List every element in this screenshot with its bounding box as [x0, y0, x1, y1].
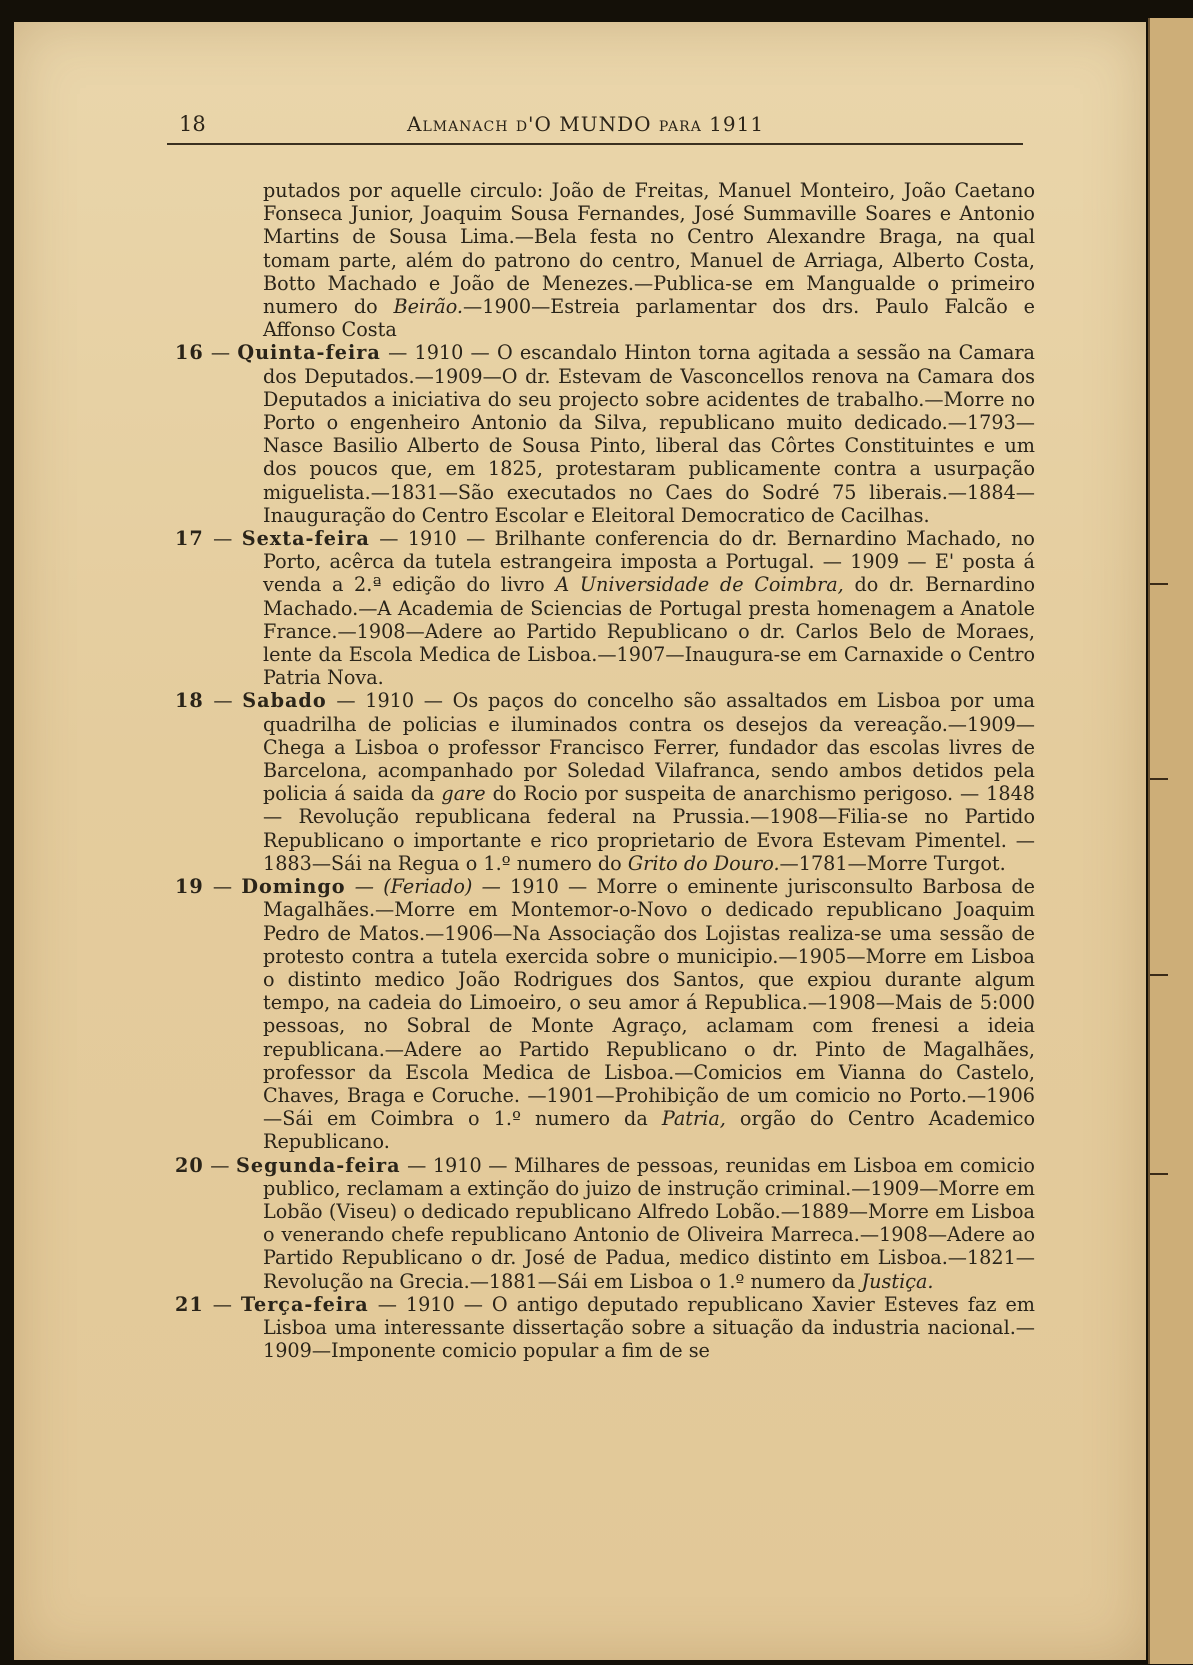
entry-text: orgão do Centro Academico Republicano.	[263, 1107, 1035, 1154]
intro-italic: Beirão.	[393, 295, 464, 319]
day-entry-19: 19 — Domingo — (Feriado) — 1910 — Morre o eminente jurisconsulto Barbosa de Magalhães.—Morre em Montemor-o-Novo o dedicado republicano Joaquim Pedro de Matos.—1906—Na Associação dos Lojistas realiza-se uma sessão de protesto contra a tutela exercida sobre o municipio.—1905—Morre em Lisboa o distinto medico João Rodrigues dos Santos, que expiou durante algum tempo, na cadeia do Limoeiro, o seu amor á Republica.—1908—Mais de 5:000 pessoas, no Sobral de Monte Agraço, aclamam com frenesi a ideia republicana.—Adere ao Partido Republicano o dr. Pinto de Magalhães, professor da Escola Medica de Lisboa.—Comicios em Vianna do Castelo, Chaves, Braga e Coruche. —1901—Prohibição de um comicio no Porto.—1906—Sái em Coimbra o 1.º numero da Patria, orgão do Centro Academico Republicano.	[175, 875, 1036, 1154]
intro-text: —1900—Estreia parlamentar dos drs. Paulo Falcão e Affonso Costa	[263, 295, 1035, 342]
edge-mark	[1150, 778, 1168, 780]
day-entry-16: 16 — Quinta-feira — 1910 — O escandalo Hinton torna agitada a sessão na Camara dos Deputados.—1909—O dr. Estevam de Vasconcellos renova na Camara dos Deputados a iniciativa do seu projecto sobre acidentes de trabalho.—Morre no Porto o engenheiro Antonio da Silva, republicano muito dedicado.—1793—Nasce Basilio Alberto de Sousa Pinto, liberal das Côrtes Constituintes e um dos poucos que, em 1825, protestaram publicamente contra a usurpação miguelista.—1831—São executados no Caes do Sodré 75 liberais.—1884—Inauguração do Centro Escolar e Eleitoral Democratico de Cacilhas.	[175, 341, 1035, 527]
day-number: 18	[175, 689, 204, 713]
running-title: Almanach d'O MUNDO para 1911	[407, 112, 765, 136]
edge-mark	[1150, 974, 1168, 976]
page-number: 18	[179, 112, 206, 136]
day-number: 19	[175, 875, 204, 899]
header-rule	[167, 143, 1023, 145]
entry-text: — 1910 — Os paços do concelho são assaltados em Lisboa por uma quadrilha de policias e iluminados contra os desejos da vereação.—1909—Chega a Lisboa o professor Francisco Ferrer, fundador das escolas livres de Barcelona, acompanhado por Soledad Vilafranca, sendo ambos detidos pela policia á saida da	[263, 689, 1035, 806]
day-number: 16	[175, 341, 204, 365]
entry-text: 1910 — Morre o eminente jurisconsulto Barbosa de Magalhães.—Morre em Montemor-o-Novo o dedicado republicano Joaquim Pedro de Matos.—1906—Na Associação dos Lojistas realiza-se uma sessão de protesto contra a tutela exercida sobre o municipio.—1905—Morre em Lisboa o distinto medico João Rodrigues dos Santos, que expiou durante algum tempo, na cadeia do Limoeiro, o seu amor á Republica.—1908—Mais de 5:000 pessoas, no Sobral de Monte Agraço, aclamam com frenesi a ideia republicana.—Adere ao Partido Republicano o dr. Pinto de Magalhães, professor da Escola Medica de Lisboa.—Comicios em Vianna do Castelo, Chaves, Braga e Coruche. —1901—Prohibição de um comicio no Porto.—1906—Sái em Coimbra o 1.º numero da	[263, 875, 1036, 1131]
entry-italic: A Universidade de Coimbra,	[555, 573, 844, 597]
edge-mark	[1150, 583, 1168, 585]
entry-text: do Rocio por suspeita de anarchismo perigoso. — 1848 — Revolução republicana federal na Prussia.—1908—Filia-se no Partido Republicano o importante e rico proprietario de Evora Estevam Pimentel. —1883—Sái na Regua o 1.º numero do	[263, 782, 1035, 875]
entry-text: — 1910 — O antigo deputado republicano Xavier Esteves faz em Lisboa uma interessante dissertação sobre a situação da industria nacional.—1909—Imponente comicio popular a fim de se	[263, 1292, 1035, 1363]
edge-mark	[1150, 1173, 1168, 1175]
entry-italic: Grito do Douro.	[627, 851, 780, 875]
entry-text: — 1910 — Milhares de pessoas, reunidas em Lisboa em comicio publico, reclamam a extinção do juizo de instrução criminal.—1909—Morre em Lobão (Viseu) o dedicado republicano Alfredo Lobão.—1889—Morre em Lisboa o venerando chefe republicano Antonio de Oliveira Marreca.—1908—Adere ao Partido Republicano o dr. José de Padua, medico distinto em Lisboa.—1821—Revolução na Grecia.—1881—Sái em Lisboa o 1.º numero da	[263, 1153, 1035, 1293]
day-number: 21	[175, 1292, 204, 1316]
weekday: Domingo	[241, 875, 346, 899]
weekday: Quinta-feira	[237, 341, 381, 365]
adjacent-page-edge	[1148, 18, 1193, 1664]
day-entry-21: 21 — Terça-feira — 1910 — O antigo deputado republicano Xavier Esteves faz em Lisboa uma interessante dissertação sobre a situação da industria nacional.—1909—Imponente comicio popular a fim de se	[175, 1292, 1035, 1363]
day-number: 17	[175, 527, 204, 551]
entry-text: —1781—Morre Turgot.	[779, 851, 1006, 875]
entry-text: — 1910 — Brilhante conferencia do dr. Bernardino Machado, no Porto, acêrca da tutela estrangeira imposta a Portugal. — 1909 — E' posta á venda a 2.ª edição do livro	[263, 527, 1035, 597]
intro-paragraph	[175, 179, 1035, 341]
entry-text: — 1910 — O escandalo Hinton torna agitada a sessão na Camara dos Deputados.—1909—O dr. Estevam de Vasconcellos renova na Camara dos Deputados a iniciativa do seu projecto sobre acidentes de trabalho.—Morre no Porto o engenheiro Antonio da Silva, republicano muito dedicado.—1793—Nasce Basilio Alberto de Sousa Pinto, liberal das Côrtes Constituintes e um dos poucos que, em 1825, protestaram publicamente contra a usurpação miguelista.—1831—São executados no Caes do Sodré 75 liberais.—1884—Inauguração do Centro Escolar e Eleitoral Democratico de Cacilhas.	[263, 341, 1035, 527]
entry-italic: gare	[441, 782, 486, 806]
page-header	[167, 108, 1023, 144]
day-number: 20	[175, 1153, 204, 1177]
weekday: Sabado	[242, 689, 327, 713]
day-entry-17: 17 — Sexta-feira — 1910 — Brilhante conferencia do dr. Bernardino Machado, no Porto, acêrca da tutela estrangeira imposta a Portugal. — 1909 — E' posta á venda a 2.ª edição do livro A Universidade de Coimbra, do dr. Bernardino Machado.—A Academia de Sciencias de Portugal presta homenagem a Anatole France.—1908—Adere ao Partido Republicano o dr. Carlos Belo de Moraes, lente da Escola Medica de Lisboa.—1907—Inaugura-se em Carnaxide o Centro Patria Nova.	[175, 527, 1035, 690]
day-entry-18: 18 — Sabado — 1910 — Os paços do concelho são assaltados em Lisboa por uma quadrilha de policias e iluminados contra os desejos da vereação.—1909—Chega a Lisboa o professor Francisco Ferrer, fundador das escolas livres de Barcelona, acompanhado por Soledad Vilafranca, sendo ambos detidos pela policia á saida da gare do Rocio por suspeita de anarchismo perigoso. — 1848 — Revolução republicana federal na Prussia.—1908—Filia-se no Partido Republicano o importante e rico proprietario de Evora Estevam Pimentel. —1883—Sái na Regua o 1.º numero do Grito do Douro.—1781—Morre Turgot.	[175, 689, 1035, 875]
weekday: Sexta-feira	[241, 527, 370, 551]
holiday-note: — (Feriado) —	[354, 875, 501, 899]
weekday: Terça-feira	[240, 1292, 369, 1316]
weekday: Segunda-feira	[236, 1153, 401, 1177]
almanac-text	[175, 179, 1035, 1362]
intro-text: putados por aquelle circulo: João de Freitas, Manuel Monteiro, João Caetano Fonseca Junior, Joaquim Sousa Fernandes, José Summaville Soares e Antonio Martins de Sousa Lima.—Bela festa no Centro Alexandre Braga, na qual tomam parte, além do patrono do centro, Manuel de Arriaga, Alberto Costa, Botto Machado e João de Menezes.—Publica-se em Mangualde o primeiro numero do	[263, 179, 1035, 319]
day-entry-20: 20 — Segunda-feira — 1910 — Milhares de pessoas, reunidas em Lisboa em comicio publico, reclamam a extinção do juizo de instrução criminal.—1909—Morre em Lobão (Viseu) o dedicado republicano Alfredo Lobão.—1889—Morre em Lisboa o venerando chefe republicano Antonio de Oliveira Marreca.—1908—Adere ao Partido Republicano o dr. José de Padua, medico distinto em Lisboa.—1821—Revolução na Grecia.—1881—Sái em Lisboa o 1.º numero da Justiça.	[175, 1153, 1035, 1293]
entry-italic: Patria,	[661, 1107, 726, 1131]
entry-text: do dr. Bernardino Machado.—A Academia de Sciencias de Portugal presta homenagem a Anatole France.—1908—Adere ao Partido Republicano o dr. Carlos Belo de Moraes, lente da Escola Medica de Lisboa.—1907—Inaugura-se em Carnaxide o Centro Patria Nova.	[263, 573, 1035, 690]
entry-italic: Justiça.	[861, 1269, 934, 1293]
